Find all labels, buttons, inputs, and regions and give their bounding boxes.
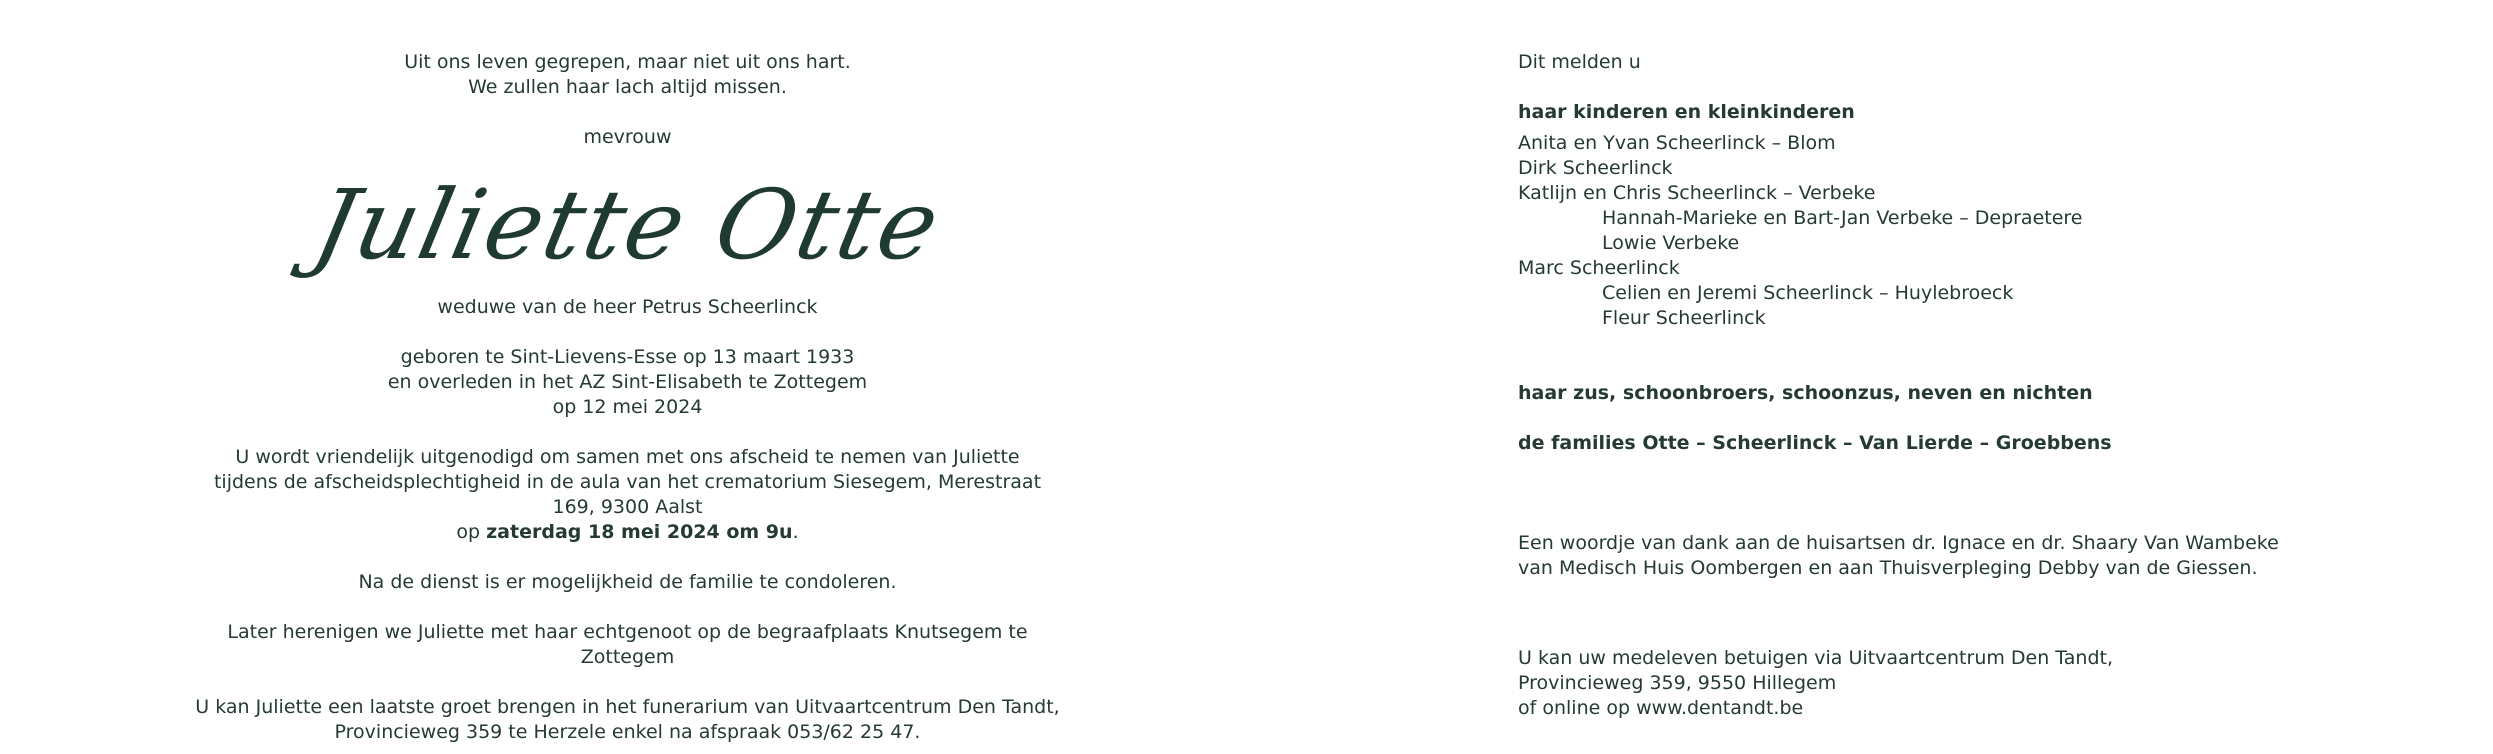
death-line-2: op 12 mei 2024 — [552, 396, 703, 418]
family-member: Anita en Yvan Scheerlinck – Blom — [1518, 132, 1836, 154]
left-panel — [190, 50, 1065, 745]
invite-line-3 — [190, 520, 1065, 545]
grandchild-member: Hannah-Marieke en Bart-Jan Verbeke – Depraetere — [1602, 207, 2083, 229]
grandchild-member: Fleur Scheerlinck — [1602, 307, 1766, 329]
families-heading: de families Otte – Scheerlinck – Van Lierde – Groebbens — [1518, 432, 2112, 454]
quote-line-2: We zullen haar lach altijd missen. — [468, 76, 787, 98]
grandchild-member: Lowie Verbeke — [1602, 232, 1740, 254]
visit-line-1: U kan Juliette een laatste groet brengen in het funerarium van Uitvaartcentrum Den Tandt, — [195, 696, 1060, 718]
visit-line-2: Provincieweg 359 te Herzele enkel na afspraak 053/62 25 47. — [334, 721, 921, 743]
family-member: Marc Scheerlinck — [1518, 257, 1680, 279]
intro-line: Dit melden u — [1518, 51, 1641, 73]
online-line-3: of online op www.dentandt.be — [1518, 697, 1804, 719]
family-member: Dirk Scheerlinck — [1518, 157, 1673, 179]
online-line-1: U kan uw medeleven betuigen via Uitvaartcentrum Den Tandt, — [1518, 647, 2114, 669]
ceremony-date: zaterdag 18 mei 2024 om 9u — [486, 521, 793, 543]
deceased-name: Juliette Otte — [304, 169, 951, 281]
quote-line-1: Uit ons leven gegrepen, maar niet uit ons hart. — [404, 51, 851, 73]
invite-prefix: op — [456, 521, 487, 543]
family-member: Katlijn en Chris Scheerlinck – Verbeke — [1518, 182, 1876, 204]
birth-line: geboren te Sint-Lievens-Esse op 13 maart 1933 — [400, 346, 855, 368]
thanks-line-2: van Medisch Huis Oombergen en aan Thuisverpleging Debby van de Giessen. — [1518, 557, 2258, 579]
invite-suffix: . — [792, 521, 799, 543]
invite-line-1: U wordt vriendelijk uitgenodigd om samen met ons afscheid te nemen van Juliette — [235, 446, 1020, 468]
reunite-line: Later herenigen we Juliette met haar echtgenoot op de begraafplaats Knutsegem te Zottegem — [227, 621, 1028, 668]
grandchild-member: Celien en Jeremi Scheerlinck – Huylebroeck — [1602, 282, 2014, 304]
honorific: mevrouw — [583, 126, 672, 148]
widow-line: weduwe van de heer Petrus Scheerlinck — [437, 296, 818, 318]
online-line-2: Provincieweg 359, 9550 Hillegem — [1518, 672, 1837, 694]
right-panel — [1518, 50, 2418, 721]
children-heading: haar kinderen en kleinkinderen — [1518, 101, 1855, 123]
invite-line-2: tijdens de afscheidsplechtigheid in de aula van het crematorium Siesegem, Merestraat 169, 9300 Aalst — [213, 471, 1042, 518]
thanks-line-1: Een woordje van dank aan de huisartsen dr. Ignace en dr. Shaary Van Wambeke — [1518, 532, 2279, 554]
death-line-1: en overleden in het AZ Sint-Elisabeth te Zottegem — [387, 371, 868, 393]
condolence-line: Na de dienst is er mogelijkheid de familie te condoleren. — [358, 571, 897, 593]
siblings-heading: haar zus, schoonbroers, schoonzus, neven en nichten — [1518, 382, 2093, 404]
